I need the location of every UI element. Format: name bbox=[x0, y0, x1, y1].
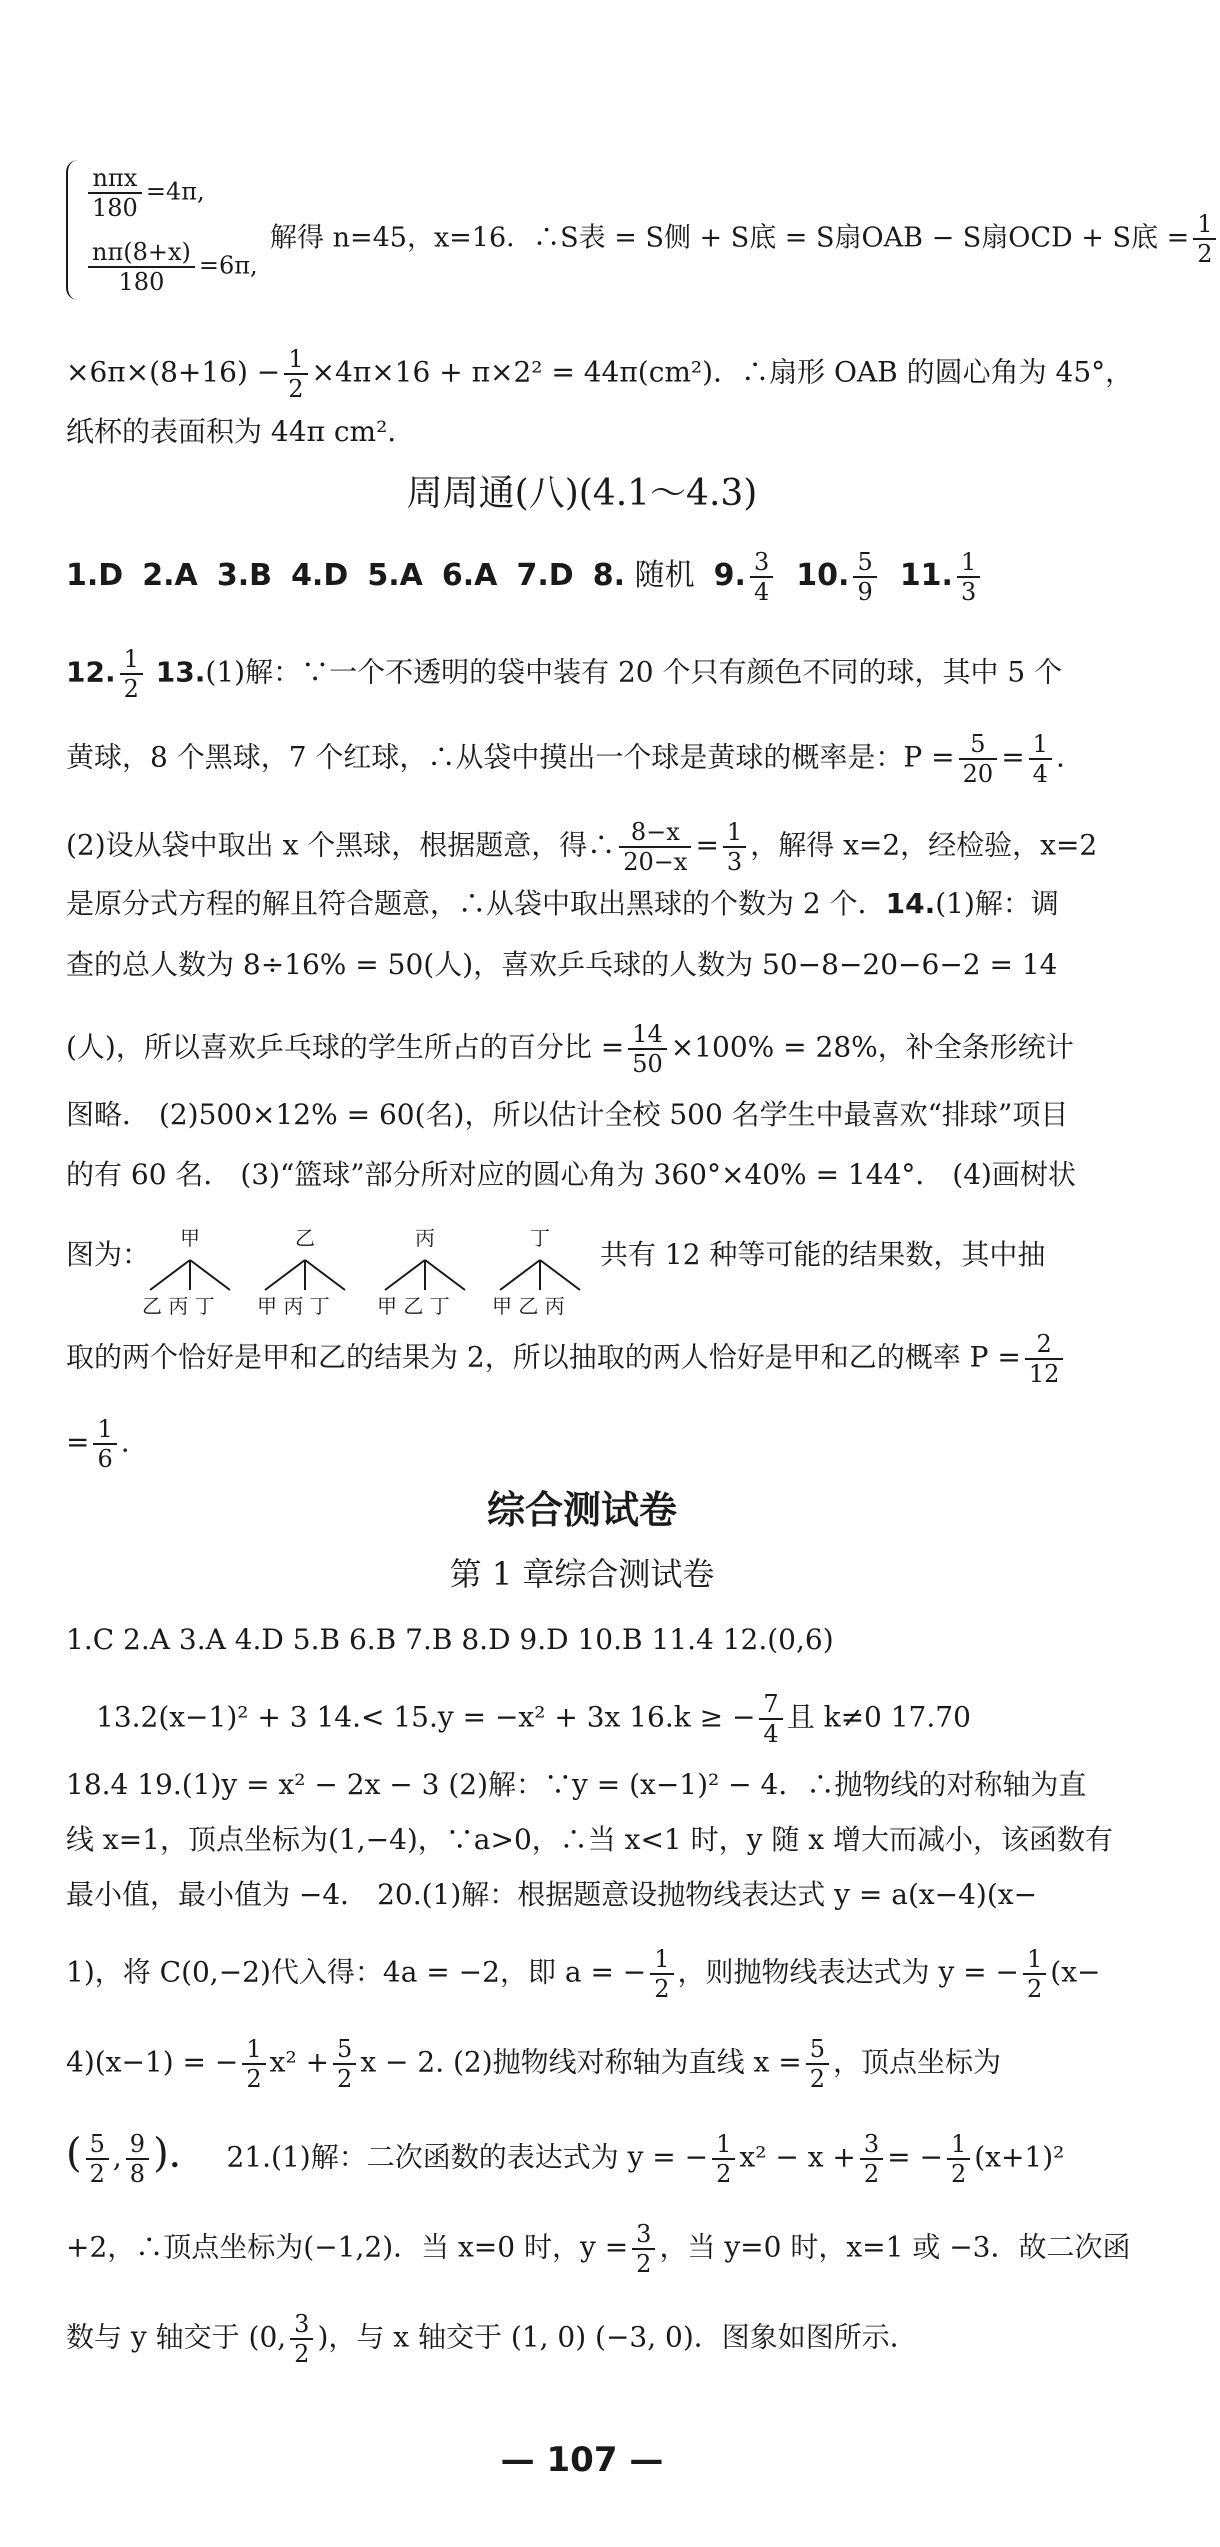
tree-children-2: 甲 丙 丁 bbox=[257, 1294, 330, 1318]
tree-root-1: 甲 bbox=[180, 1226, 200, 1250]
question-21-line-2: +2，∴顶点坐标为(−1,2)．当 x=0 时，y = $\frac{3}{2}$ ，当 y=0 时，x=1 或 −3．故二次函 bbox=[66, 2220, 1131, 2278]
question-20-line-1: 最小值，最小值为 −4． 20.(1)解：根据题意设抛物线表达式 y = a(x−4)(x− bbox=[66, 1878, 1038, 1911]
tree-root-2: 乙 bbox=[295, 1226, 315, 1250]
brace bbox=[66, 160, 82, 300]
page-number: — 107 — bbox=[500, 2440, 664, 2480]
question-14-line-1: 查的总人数为 8÷16% = 50(人)，喜欢乒乓球的人数为 50−8−20−6−2 = 14 bbox=[66, 948, 1058, 981]
section-subtitle-chapter-1: 第 1 章综合测试卷 bbox=[449, 1555, 715, 1593]
tree-children-3: 甲 乙 丁 bbox=[377, 1294, 450, 1318]
question-14-line-4: 的有 60 名． (3)“篮球”部分所对应的圆心角为 360°×40% = 144°． (4)画树状 bbox=[66, 1158, 1076, 1191]
question-19-line-2: 线 x=1，顶点坐标为(1,−4)，∵a>0，∴当 x<1 时，y 随 x 增大而减小，该函数有 bbox=[66, 1823, 1113, 1856]
question-14-line-5: 图为： bbox=[66, 1238, 151, 1271]
solution-line-2: ×6π×(8+16) − $\frac{1}{2}$ ×4π×16 + π×2² = 44π(cm²)．∴扇形 OAB 的圆心角为 45°， bbox=[66, 345, 1134, 403]
question-19-line-1: 18.4 19.(1)y = x² − 2x − 3 (2)解：∵y = (x−1)² − 4．∴抛物线的对称轴为直 bbox=[66, 1768, 1087, 1801]
tree-children-1: 乙 丙 丁 bbox=[142, 1294, 215, 1318]
answers-row-2: 1.C 2.A 3.A 4.D 5.B 6.B 7.B 8.D 9.D 10.B 11.4 12.(0,6) bbox=[66, 1623, 834, 1656]
solution-line-1: 解得 n=45，x=16．∴S表 = S侧 + S底 = S扇OAB − S扇OCD + S底 = $\frac{1}{2}$ bbox=[270, 210, 1220, 268]
equation-2: $\frac{n\pi(8+x)}{180}$ =6π, bbox=[84, 238, 258, 296]
question-14-line-8: = $\frac{1}{6}$ . bbox=[66, 1415, 130, 1473]
section-title-comprehensive: 综合测试卷 bbox=[486, 1488, 677, 1532]
question-20-line-3: 4)(x−1) = − $\frac{1}{2}$ x² + $\frac{5}{2}$ x − 2. (2)抛物线对称轴为直线 x = $\frac{5}{2}$ ，顶点坐标为 bbox=[66, 2035, 1002, 2093]
question-13-line-4: 是原分式方程的解且符合题意，∴从袋中取出黑球的个数为 2 个．14.(1)解：调 bbox=[66, 887, 1059, 920]
tree-root-3: 丙 bbox=[415, 1226, 435, 1250]
question-13-line-3: (2)设从袋中取出 x 个黑球，根据题意，得∴ $\frac{8-x}{20-x}$ = $\frac{1}{3}$ ，解得 x=2，经检验，x=2 bbox=[66, 818, 1098, 876]
question-14-line-6: 共有 12 种等可能的结果数，其中抽 bbox=[600, 1238, 1046, 1271]
tree-children-4: 甲 乙 丙 bbox=[492, 1294, 565, 1318]
question-14-line-3: 图略． (2)500×12% = 60(名)，所以估计全校 500 名学生中最喜欢“排球”项目 bbox=[66, 1098, 1069, 1131]
solution-line-3: 纸杯的表面积为 44π cm². bbox=[66, 415, 397, 448]
question-13-line-2: 黄球，8 个黑球，7 个红球，∴从袋中摸出一个球是黄球的概率是：P = $\frac{5}{20}$ = $\frac{1}{4}$ . bbox=[66, 730, 1065, 788]
question-21-line-1: ( $\frac{5}{2}$ , $\frac{9}{8}$ )． 21.(1)解：二次函数的表达式为 y = − $\frac{1}{2}$ x² − x + $\frac{3}{2}$ = − $\frac{1}{2}$ (x+1)² bbox=[66, 2130, 1065, 2188]
question-14-line-2: (人)，所以喜欢乒乓球的学生所占的百分比 = $\frac{14}{50}$ ×100% = 28%，补全条形统计 bbox=[66, 1020, 1074, 1078]
question-13-line-1: 12. $\frac{1}{2}$ 13.(1)解：∵一个不透明的袋中装有 20 个只有颜色不同的球，其中 5 个 bbox=[66, 645, 1063, 703]
equation-1: $\frac{\text{nπx}}{180}$ =4π, bbox=[84, 164, 205, 222]
section-title-weekly: 周周通(八)(4.1～4.3) bbox=[406, 473, 758, 514]
question-21-line-3: 数与 y 轴交于 (0, $\frac{3}{2}$ )，与 x 轴交于 (1, 0) (−3, 0)．图象如图所示． bbox=[66, 2310, 918, 2368]
question-14-line-7: 取的两个恰好是甲和乙的结果为 2，所以抽取的两人恰好是甲和乙的概率 P = $\frac{2}{12}$ bbox=[66, 1330, 1067, 1388]
answers-row-1: 1.D 2.A 3.B 4.D 5.A 6.A 7.D 8. 随机 9. $\frac{3}{4}$ 10. $\frac{5}{9}$ 11. $\frac{1}{3}$ bbox=[66, 548, 984, 606]
tree-root-4: 丁 bbox=[530, 1226, 550, 1250]
answers-row-3: 13.2(x−1)² + 3 14.< 15.y = −x² + 3x 16.k ≥ − $\frac{7}{4}$ 且 k≠0 17.70 bbox=[96, 1690, 971, 1748]
question-20-line-2: 1)，将 C(0,−2)代入得：4a = −2，即 a = − $\frac{1}{2}$ ，则抛物线表达式为 y = − $\frac{1}{2}$ (x− bbox=[66, 1945, 1101, 2003]
